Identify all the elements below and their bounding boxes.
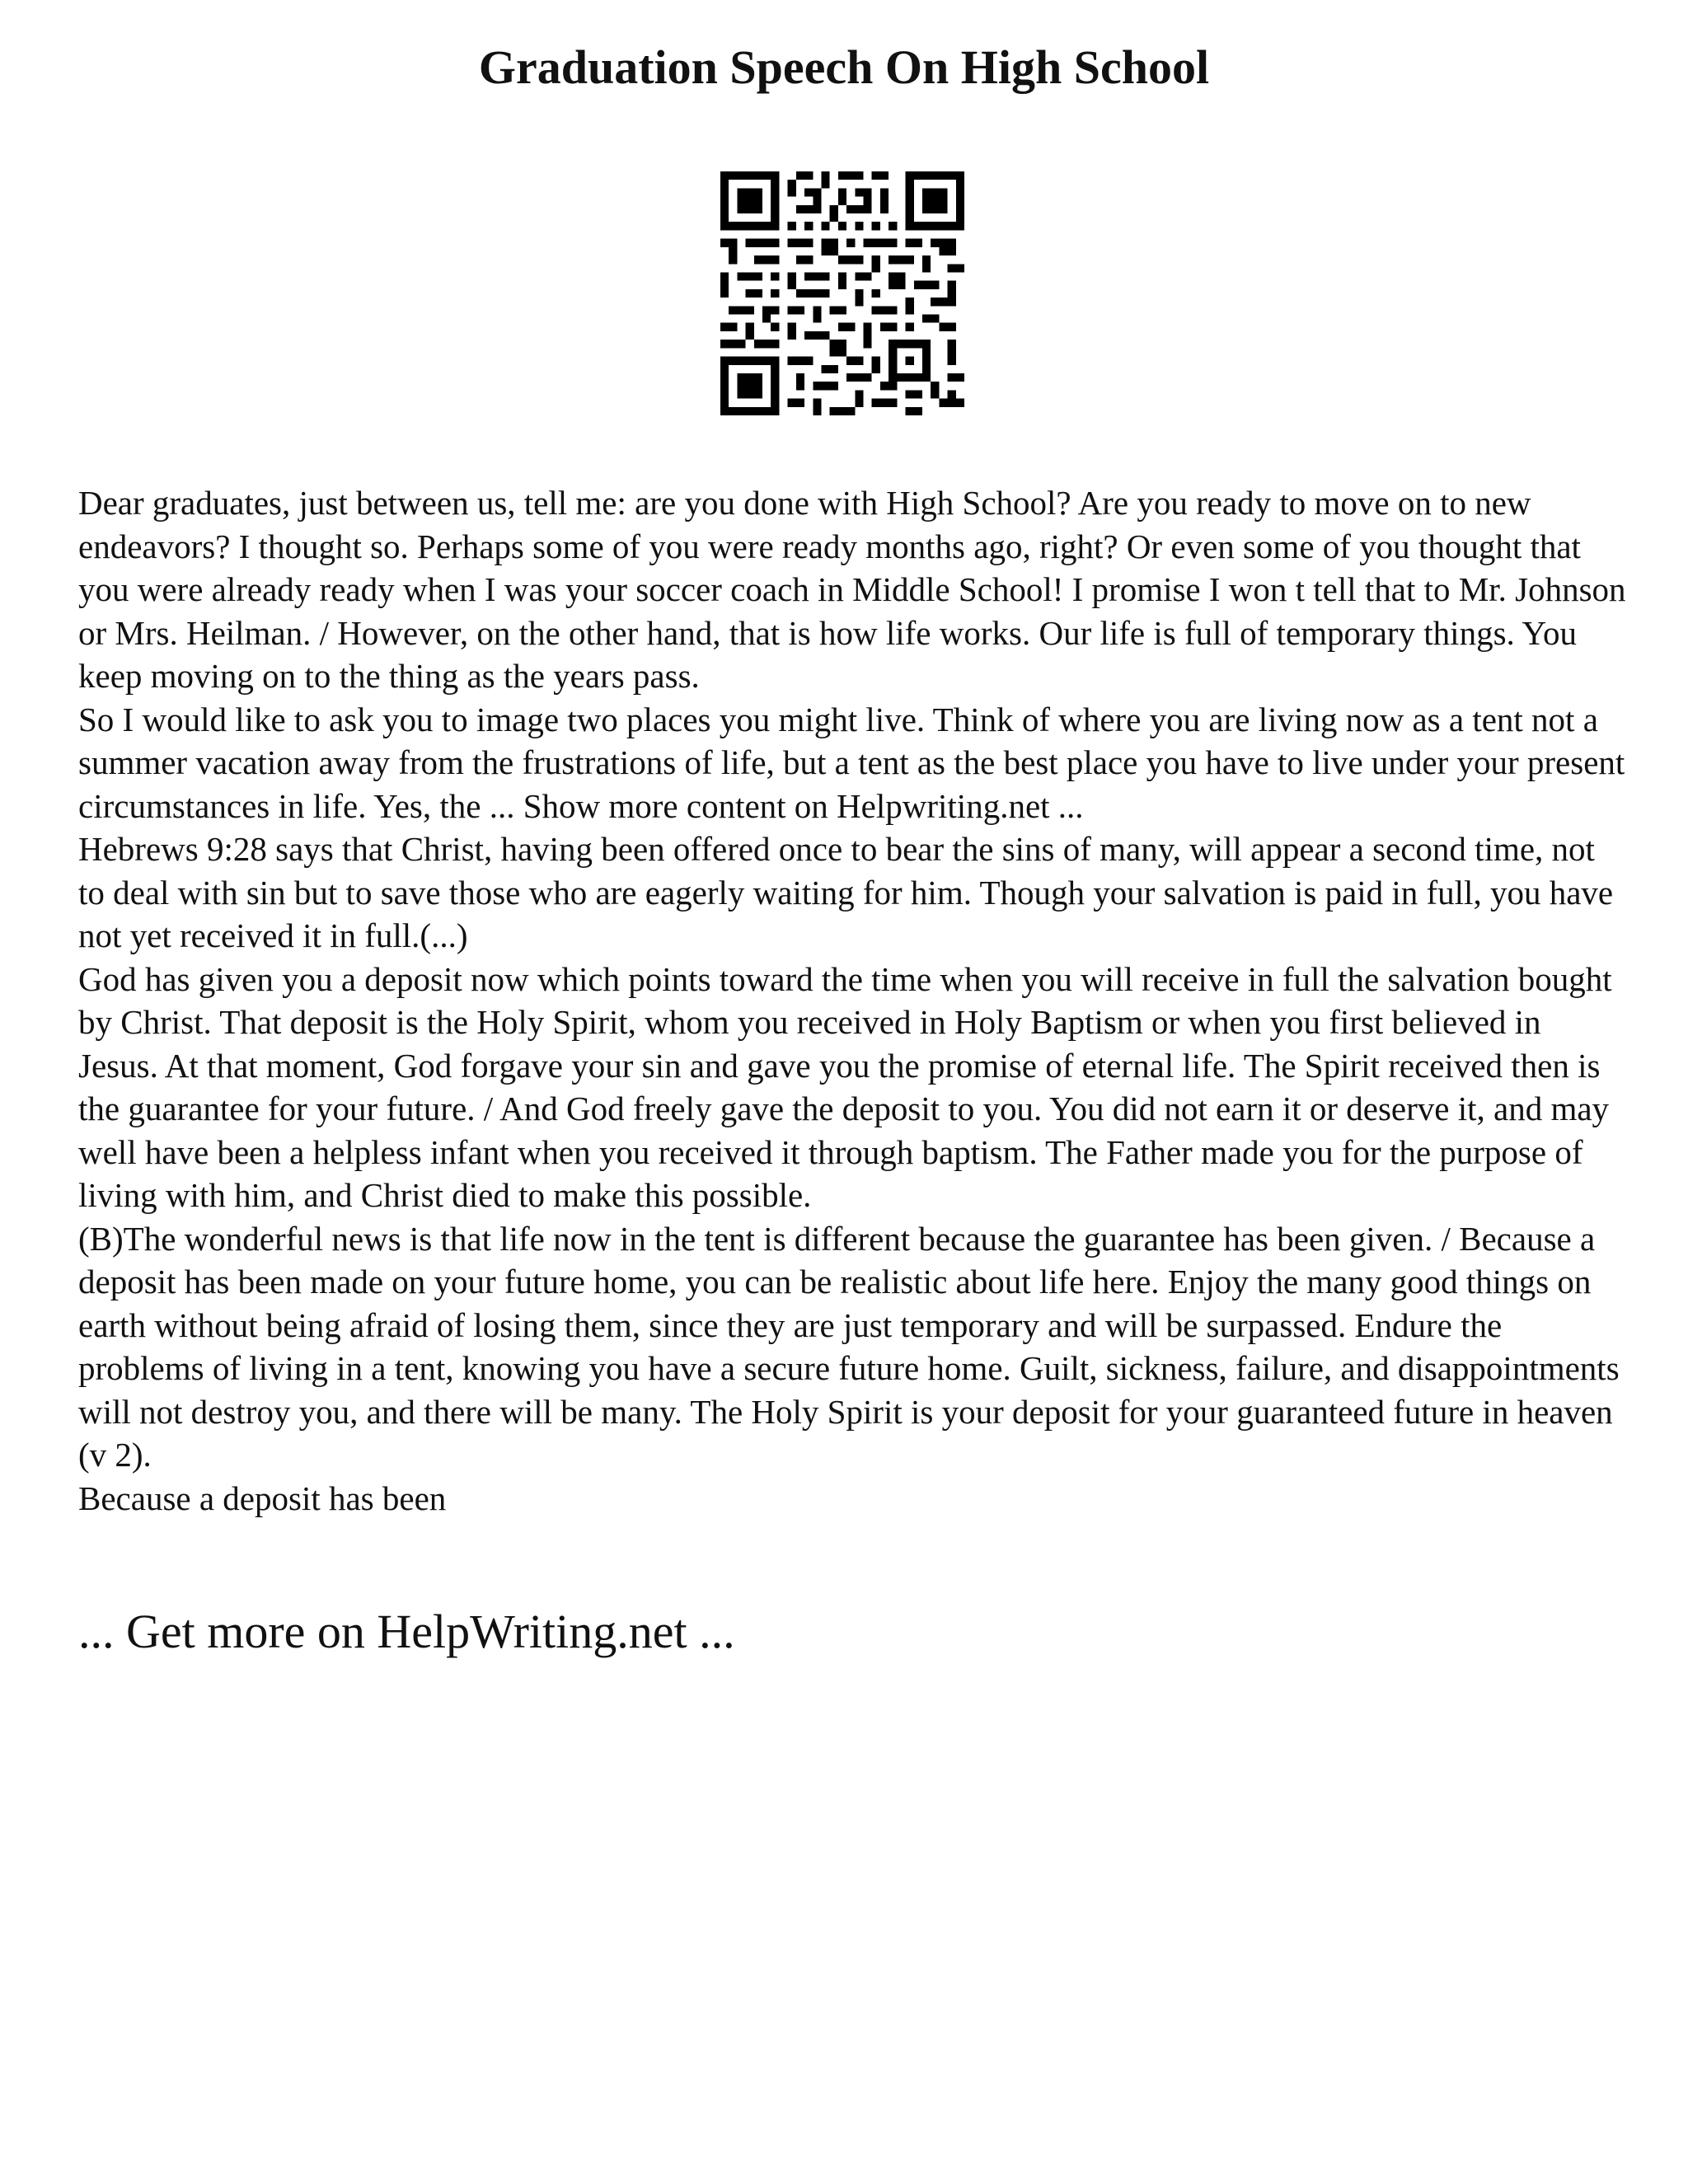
paragraph-tent: So I would like to ask you to image two places you might live. Think of where you are living now as a tent not a summer vacation away from the frustrations of life, but a tent as the best place you have to live under your present circumstances in life. Yes, the ... Show more content on Helpwriting.net ... — [78, 700, 1625, 825]
qr-code-icon — [720, 171, 964, 415]
qr-code-graphic — [720, 171, 964, 415]
get-more-link[interactable]: ... Get more on HelpWriting.net ... — [78, 1605, 735, 1658]
speech-body — [78, 481, 1628, 1520]
paragraph-intro: Dear graduates, just between us, tell me: are you done with High School? Are you ready to move on to new endeavors? I thought so. Perhaps some of you were ready months ago, right? Or even some of you thought that you were already ready when I was your soccer coach in Middle School! I promise I won t tell that to Mr. Johnson or Mrs. Heilman. / However, on the other hand, that is how life works. Our life is full of temporary things. You keep moving on to the thing as the years pass. — [78, 484, 1626, 695]
paragraph-guarantee: (B)The wonderful news is that life now in the tent is different because the guarantee has been given. / Because a deposit has been made on your future home, you can be realistic about life here. Enjoy the many good things on earth without being afraid of losing them, since they are just temporary and will be surpassed. Endure the problems of living in a tent, knowing you have a secure future home. Guilt, sickness, failure, and disappointments will not destroy you, and there will be many. The Holy Spirit is your deposit for your guaranteed future in heaven (v 2). — [78, 1219, 1620, 1474]
paragraph-hebrews: Hebrews 9:28 says that Christ, having been offered once to bear the sins of many, will appear a second time, not to deal with sin but to save those who are eagerly waiting for him. Though your salvation is paid in full, you have not yet received it in full.(...) — [78, 830, 1614, 954]
document-title: Graduation Speech On High School — [478, 40, 1210, 94]
paragraph-deposit: God has given you a deposit now which points toward the time when you will receive in full the salvation bought by Christ. That deposit is the Holy Spirit, whom you received in Holy Baptism or when you first believed in Jesus. At that moment, God forgave your sin and gave you the promise of eternal life. The Spirit received then is the guarantee for your future. / And God freely gave the deposit to you. You did not earn it or deserve it, and may well have been a helpless infant when you received it through baptism. The Father made you for the purpose of living with him, and Christ died to make this possible. — [78, 959, 1612, 1214]
paragraph-truncated: Because a deposit has been — [78, 1479, 447, 1517]
